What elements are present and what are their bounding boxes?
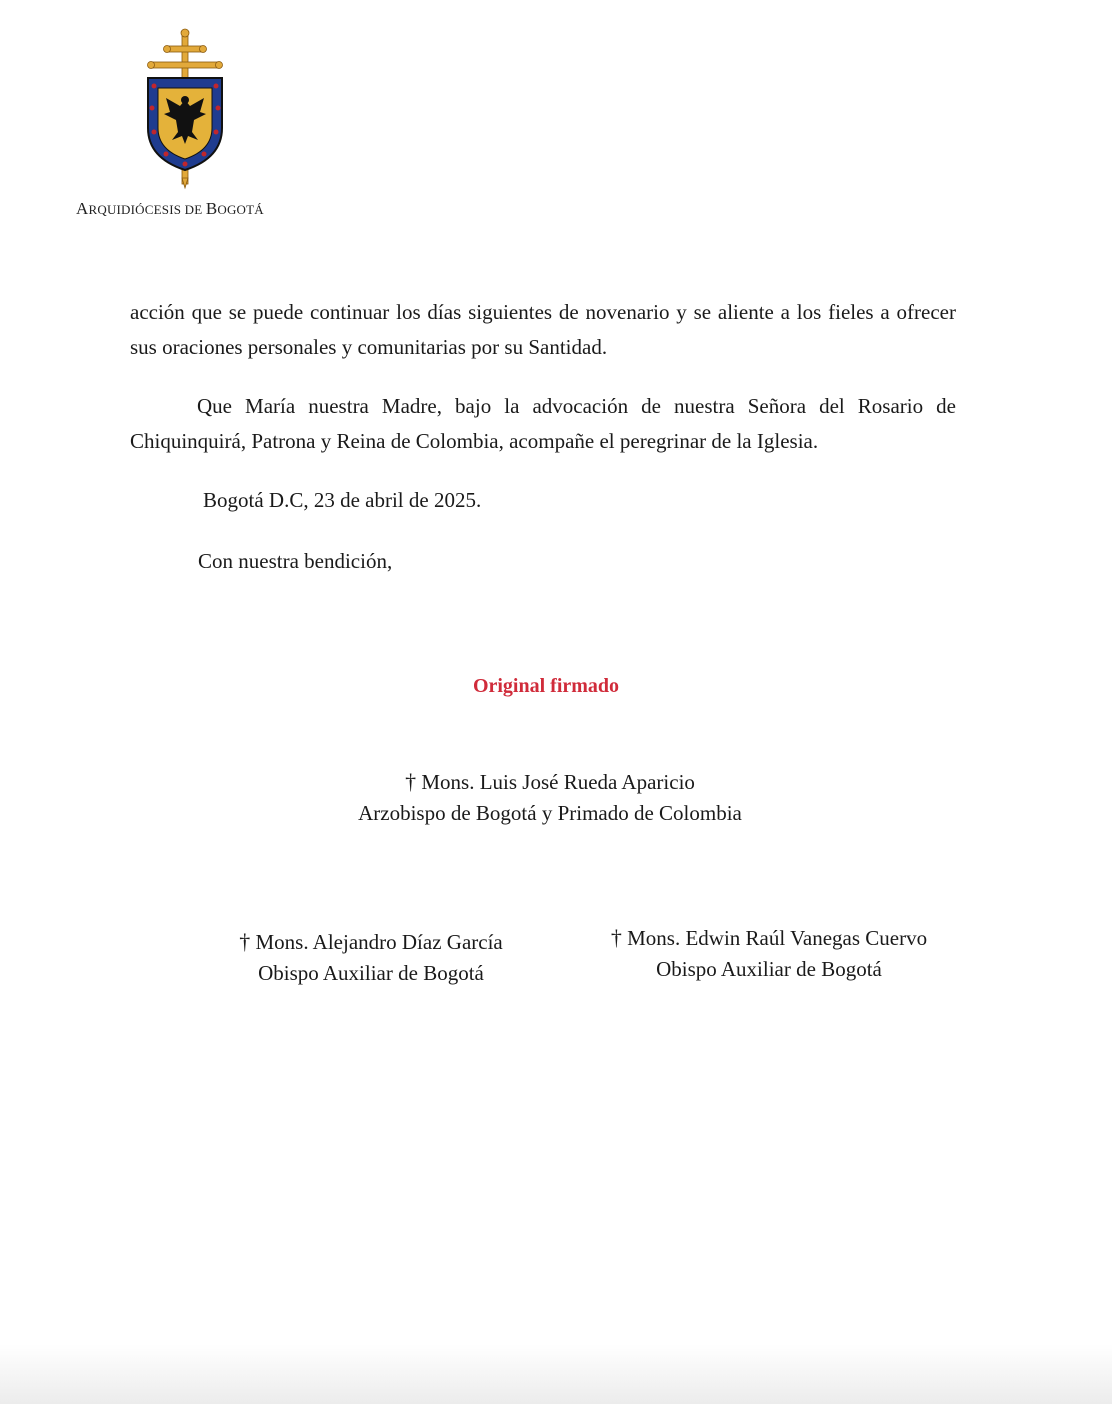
body-paragraph-2: Que María nuestra Madre, bajo la advocación de nuestra Señora del Rosario de Chiquinquirá, Patrona y Reina de Colombia, acompañe el peregrinar de la Iglesia.	[130, 394, 956, 453]
signature-left	[196, 926, 546, 989]
dagger-icon: †	[610, 925, 622, 950]
signed-note: Original firmado	[472, 675, 620, 697]
signatory-title: Obispo Auxiliar de Bogotá	[258, 961, 484, 985]
dagger-icon: †	[405, 769, 417, 794]
page-bottom-shade	[0, 1344, 1112, 1404]
date-line: Bogotá D.C, 23 de abril de 2025.	[203, 488, 482, 512]
signatory-title: Arzobispo de Bogotá y Primado de Colombia	[358, 801, 742, 825]
signature-right	[574, 922, 964, 985]
archdiocese-name: ARQUIDIÓCESIS DE BOGOTÁ	[76, 199, 264, 218]
signatory-name: † Mons. Edwin Raúl Vanegas Cuervo	[610, 925, 928, 950]
archdiocese-crest-icon	[142, 28, 228, 190]
body-paragraph-1: acción que se puede continuar los días siguientes de novenario y se aliente a los fieles a ofrecer sus oraciones personales y comunitarias por su Santidad.	[130, 300, 956, 359]
blessing-line: Con nuestra bendición,	[198, 549, 393, 573]
signatory-name: † Mons. Luis José Rueda Aparicio	[405, 769, 695, 794]
signatory-name: † Mons. Alejandro Díaz García	[239, 929, 503, 954]
signature-main	[320, 766, 780, 829]
signatory-title: Obispo Auxiliar de Bogotá	[656, 957, 882, 981]
dagger-icon: †	[239, 929, 251, 954]
